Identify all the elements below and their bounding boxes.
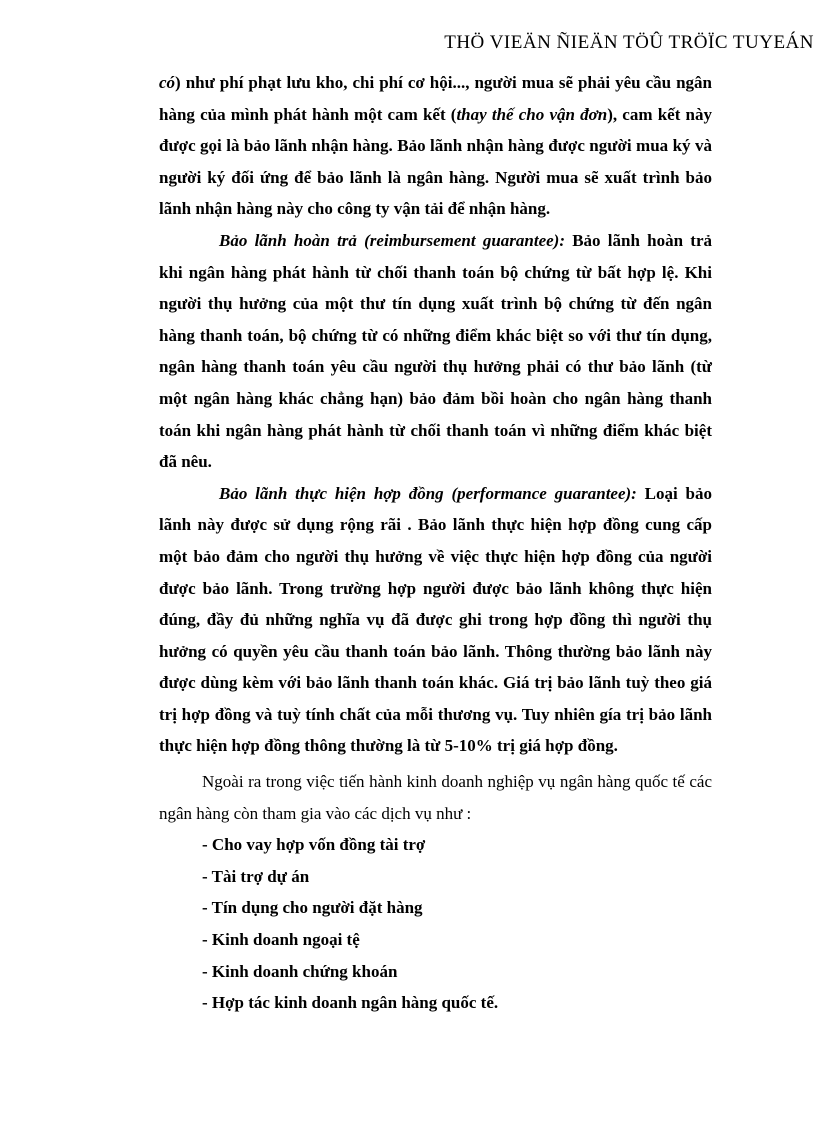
page-header: THÖ VIEÄN ÑIEÄN TÖÛ TRÖÏC TUYEÁN — [444, 32, 814, 53]
list-item: - Cho vay hợp vốn đồng tài trợ — [202, 835, 426, 855]
italic-text: thay thế cho vận đơn — [456, 104, 608, 124]
services-list — [159, 829, 712, 1019]
term-performance-guarantee: Bảo lãnh thực hiện hợp đồng (performance guarantee): — [219, 483, 637, 503]
italic-text: có — [159, 73, 176, 92]
paragraph-text: ) như phí phạt lưu kho, chi phí cơ hội..., người mua sẽ phải yêu cầu ngân hàng của mình phát hành một cam kết ( — [159, 73, 712, 124]
paragraph-text: Bảo lãnh hoàn trả khi ngân hàng phát hành từ chối thanh toán bộ chứng từ bất hợp lệ. Khi người thụ hưởng của một thư tín dụng xuất trình bộ chứng từ đến ngân hàng thanh toán, bộ chứng từ có những điểm khác biệt so với thư tín dụng, ngân hàng thanh toán yêu cầu người thụ hưởng phải có thư bảo lãnh (từ một ngân hàng khác chẳng hạn) bảo đảm bồi hoàn cho ngân hàng thanh toán khi ngân hàng phát hành từ chối thanh toán vì những điểm khác biệt đã nêu. — [159, 230, 712, 472]
document-body — [159, 67, 712, 1019]
list-item: - Kinh doanh ngoại tệ — [202, 930, 360, 950]
paragraph-delivery-guarantee — [159, 67, 712, 225]
paragraph-other-services — [159, 766, 712, 829]
list-item: - Tín dụng cho người đặt hàng — [202, 898, 423, 918]
list-item: - Tài trợ dự án — [202, 866, 310, 886]
paragraph-text: ), cam kết này được gọi là bảo lãnh nhận hàng. Bảo lãnh nhận hàng được người mua ký và người ký đối ứng để bảo lãnh là ngân hàng. Người mua sẽ xuất trình bảo lãnh nhận hàng này cho công ty vận tải để nhận hàng. — [159, 104, 712, 219]
paragraph-reimbursement-guarantee — [159, 225, 712, 478]
list-item: - Kinh doanh chứng khoán — [202, 961, 398, 981]
list-item: - Hợp tác kinh doanh ngân hàng quốc tế. — [202, 993, 499, 1013]
paragraph-performance-guarantee — [159, 478, 712, 762]
term-reimbursement-guarantee: Bảo lãnh hoàn trả (reimbursement guarantee): — [219, 230, 565, 250]
paragraph-text: Loại bảo lãnh này được sử dụng rộng rãi . Bảo lãnh thực hiện hợp đồng cung cấp một bảo đảm cho người thụ hưởng về việc thực hiện hợp đồng của người được bảo lãnh. Trong trường hợp người được bảo lãnh không thực hiện đúng, đầy đủ những nghĩa vụ đã được ghi trong hợp đồng thì người thụ hưởng có quyền yêu cầu thanh toán bảo lãnh. Thông thường bảo lãnh này được dùng kèm với bảo lãnh thanh toán khác. Giá trị bảo lãnh tuỳ theo giá trị hợp đồng và tuỳ tính chất của mỗi thương vụ. Tuy nhiên gía trị bảo lãnh thực hiện hợp đồng thông thường là từ 5-10% trị giá hợp đồng. — [159, 483, 712, 756]
paragraph-text: Ngoài ra trong việc tiến hành kinh doanh nghiệp vụ ngân hàng quốc tế các ngân hàng còn tham gia vào các dịch vụ như : — [159, 772, 712, 823]
